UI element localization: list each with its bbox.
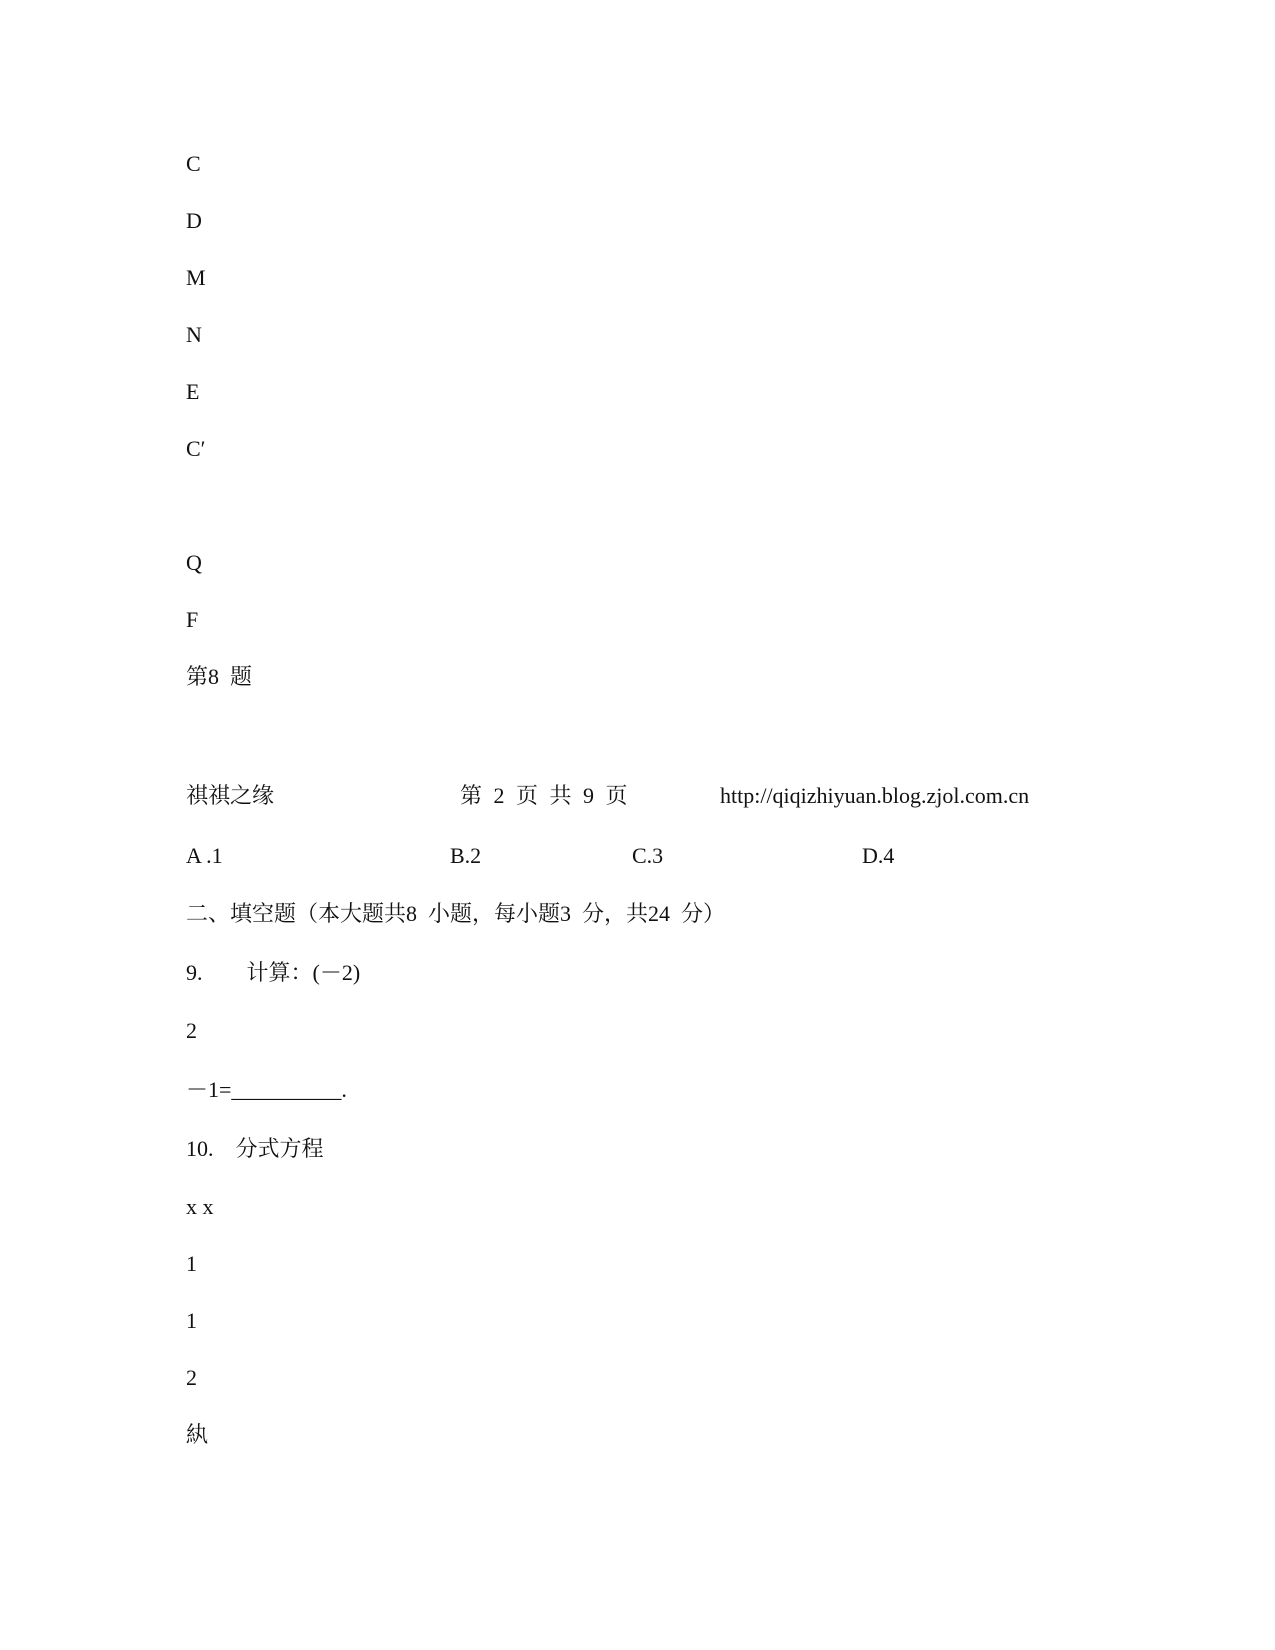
option-a: A .1 (186, 843, 223, 868)
figure-label-q: Q (186, 550, 202, 575)
figure-label-c-prime: C′ (186, 436, 206, 461)
figure-label-d: D (186, 208, 202, 233)
option-c: C.3 (632, 843, 664, 868)
q9-exponent: 2 (186, 1018, 197, 1043)
q10-line: 1 (186, 1308, 197, 1333)
q10-line: x x (186, 1194, 214, 1219)
q9-prompt: 9. 计算：(－2) (186, 960, 361, 985)
footer-page-number: 第 2 页 共 9 页 (460, 783, 628, 808)
figure-label-f: F (186, 607, 199, 632)
figure-label-e: E (186, 379, 200, 404)
section-heading: 二、填空题（本大题共8 小题，每小题3 分，共24 分） (186, 901, 726, 926)
option-d: D.4 (862, 843, 895, 868)
option-b: B.2 (450, 843, 482, 868)
q10-prompt: 10. 分式方程 (186, 1136, 324, 1161)
figure-label-c: C (186, 151, 201, 176)
figure-label-m: M (186, 265, 206, 290)
figure-label-n: N (186, 322, 202, 347)
q10-line: 1 (186, 1251, 197, 1276)
q9-tail: －1=__________. (186, 1077, 347, 1102)
footer-left: 祺祺之缘 (186, 783, 275, 808)
footer-url: http://qiqizhiyuan.blog.zjol.com.cn (720, 783, 1030, 808)
q10-line: 2 (186, 1365, 197, 1390)
q10-line: 紈 (186, 1422, 209, 1447)
figure-caption: 第8 题 (186, 664, 253, 689)
